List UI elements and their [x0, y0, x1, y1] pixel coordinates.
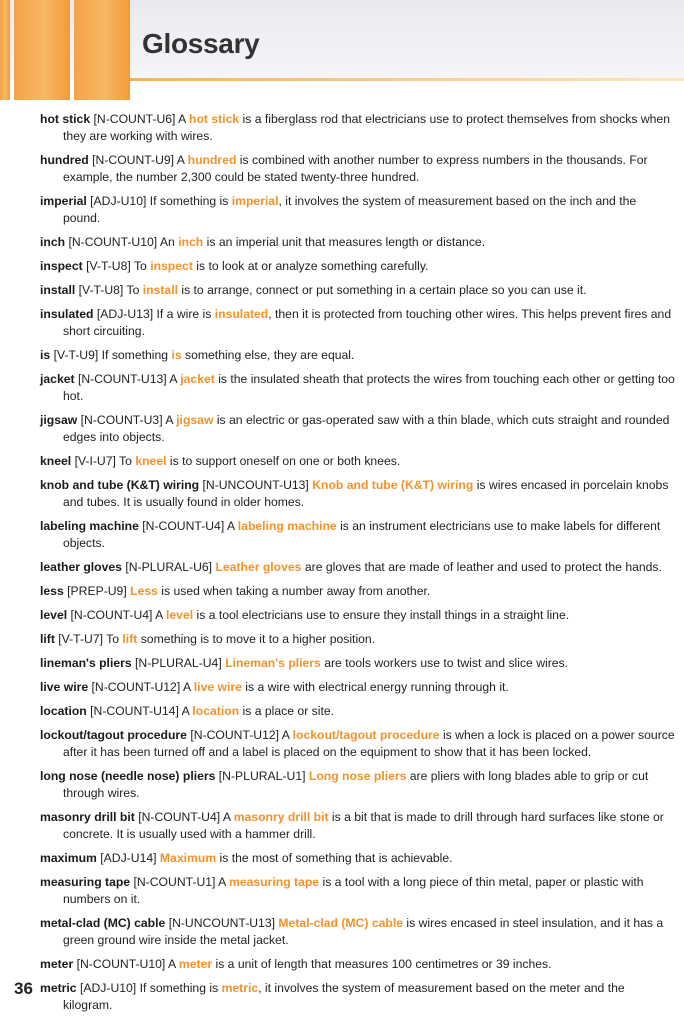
highlighted-term: inspect: [150, 259, 193, 273]
glossary-entry: [40, 193, 676, 227]
definition-prefix: An: [159, 235, 175, 249]
page-number: 36: [14, 979, 33, 998]
definition-text: is wires encased in steel insulation, and it has a green ground wire inside the metal jacket.: [63, 916, 664, 947]
glossary-entry: [40, 607, 676, 624]
part-of-speech: [N-COUNT-U1]: [133, 875, 216, 889]
highlighted-term: Leather gloves: [215, 560, 302, 574]
highlighted-term: labeling machine: [237, 519, 337, 533]
definition-prefix: If something: [101, 348, 169, 362]
definition-text: is a place or site.: [242, 704, 334, 718]
highlighted-term: live wire: [193, 680, 242, 694]
part-of-speech: [N-COUNT-U12]: [190, 728, 280, 742]
part-of-speech: [N-PLURAL-U1]: [218, 769, 306, 783]
glossary-entry: [40, 412, 676, 446]
header-tab-decoration: [14, 0, 70, 100]
definition-text: , then it is protected from touching other wires. This helps prevent fires and short circuiting.: [63, 307, 672, 338]
glossary-term: jigsaw: [40, 413, 78, 427]
definition-text: , it involves the system of measurement based on the meter and the kilogram.: [63, 981, 625, 1012]
glossary-term: lineman's pliers: [40, 656, 132, 670]
header-tab-decoration: [74, 0, 130, 100]
part-of-speech: [N-COUNT-U4]: [142, 519, 225, 533]
glossary-list: [40, 111, 676, 1021]
highlighted-term: jigsaw: [176, 413, 214, 427]
definition-text: is to look at or analyze something carefully.: [196, 259, 429, 273]
glossary-term: inch: [40, 235, 66, 249]
glossary-term: imperial: [40, 194, 87, 208]
definition-prefix: A: [165, 413, 173, 427]
part-of-speech: [N-PLURAL-U4]: [135, 656, 222, 670]
highlighted-term: imperial: [231, 194, 279, 208]
glossary-term: insulated: [40, 307, 94, 321]
highlighted-term: lift: [122, 632, 138, 646]
glossary-entry: [40, 282, 676, 299]
part-of-speech: [N-UNCOUNT-U13]: [202, 478, 309, 492]
definition-prefix: A: [226, 519, 235, 533]
definition-prefix: A: [181, 704, 190, 718]
page-title: Glossary: [142, 28, 260, 59]
definition-text: is combined with another number to express numbers in the thousands. For example, the number 2,300 could be stated twenty-three hundred.: [63, 153, 648, 184]
highlighted-term: Metal-clad (MC) cable: [278, 916, 403, 930]
definition-prefix: A: [222, 810, 231, 824]
definition-text: is to support oneself on one or both knees.: [169, 454, 401, 468]
part-of-speech: [V-T-U8]: [86, 259, 131, 273]
highlighted-term: meter: [178, 957, 213, 971]
glossary-entry: [40, 258, 676, 275]
glossary-term: less: [40, 584, 64, 598]
highlighted-term: lockout/tagout procedure: [292, 728, 440, 742]
glossary-entry: [40, 559, 676, 576]
part-of-speech: [V-I-U7]: [74, 454, 116, 468]
highlighted-term: Lineman's pliers: [225, 656, 321, 670]
definition-text: is wires encased in porcelain knobs and tubes. It is usually found in older homes.: [63, 478, 669, 509]
definition-text: are gloves that are made of leather and used to protect the hands.: [304, 560, 662, 574]
part-of-speech: [ADJ-U13]: [96, 307, 154, 321]
glossary-term: location: [40, 704, 87, 718]
definition-text: is a unit of length that measures 100 centimetres or 39 inches.: [215, 957, 552, 971]
part-of-speech: [N-PLURAL-U6]: [125, 560, 213, 574]
definition-text: , it involves the system of measurement based on the inch and the pound.: [63, 194, 637, 225]
highlighted-term: Long nose pliers: [308, 769, 407, 783]
part-of-speech: [N-COUNT-U14]: [90, 704, 179, 718]
highlighted-term: jacket: [180, 372, 215, 386]
part-of-speech: [V-T-U9]: [53, 348, 99, 362]
definition-prefix: A: [169, 372, 177, 386]
part-of-speech: [ADJ-U14]: [100, 851, 157, 865]
part-of-speech: [N-COUNT-U9]: [92, 153, 175, 167]
part-of-speech: [V-T-U7]: [58, 632, 103, 646]
definition-prefix: A: [218, 875, 226, 889]
glossary-term: meter: [40, 957, 74, 971]
part-of-speech: [V-T-U8]: [78, 283, 124, 297]
definition-text: is a tool electricians use to ensure they install things in a straight line.: [196, 608, 570, 622]
definition-prefix: A: [178, 112, 186, 126]
glossary-term: leather gloves: [40, 560, 122, 574]
definition-text: are pliers with long blades able to grip or cut through wires.: [63, 769, 649, 800]
part-of-speech: [N-COUNT-U10]: [68, 235, 158, 249]
header-underline: [130, 78, 684, 81]
glossary-entry: [40, 152, 676, 186]
glossary-term: long nose (needle nose) pliers: [40, 769, 216, 783]
glossary-term: masonry drill bit: [40, 810, 135, 824]
definition-prefix: A: [281, 728, 290, 742]
glossary-term: hot stick: [40, 112, 91, 126]
glossary-entry: [40, 850, 676, 867]
definition-text: is a bit that is made to drill through hard surfaces like stone or concrete. It is usually used with a hammer drill.: [63, 810, 664, 841]
glossary-term: measuring tape: [40, 875, 131, 889]
definition-text: something is to move it to a higher position.: [140, 632, 376, 646]
highlighted-term: hundred: [187, 153, 237, 167]
glossary-entry: [40, 631, 676, 648]
glossary-term: inspect: [40, 259, 83, 273]
definition-text: something else, they are equal.: [185, 348, 355, 362]
glossary-entry: [40, 518, 676, 552]
definition-text: is a wire with electrical energy running through it.: [245, 680, 509, 694]
glossary-entry: [40, 809, 676, 843]
definition-prefix: To: [119, 454, 132, 468]
highlighted-term: insulated: [214, 307, 269, 321]
glossary-term: jacket: [40, 372, 75, 386]
definition-text: is when a lock is placed on a power source after it has been turned off and a label is placed on the equipment to show that it has been locked.: [63, 728, 675, 759]
part-of-speech: [ADJ-U10]: [90, 194, 147, 208]
glossary-term: lockout/tagout procedure: [40, 728, 187, 742]
glossary-entry: [40, 583, 676, 600]
part-of-speech: [N-COUNT-U6]: [93, 112, 176, 126]
definition-text: is an instrument electricians use to make labels for different objects.: [63, 519, 661, 550]
highlighted-term: Maximum: [159, 851, 217, 865]
glossary-term: maximum: [40, 851, 97, 865]
definition-text: is an electric or gas-operated saw with a thin blade, which cuts straight and rounded edges into objects.: [63, 413, 670, 444]
definition-text: is a fiberglass rod that electricians use to protect themselves from shocks when they are working with wires.: [63, 112, 670, 143]
glossary-term: metric: [40, 981, 77, 995]
definition-prefix: To: [133, 259, 147, 273]
glossary-entry: [40, 768, 676, 802]
glossary-term: install: [40, 283, 76, 297]
definition-text: is to arrange, connect or put something in a certain place so you can use it.: [181, 283, 587, 297]
header-tab-decoration: [0, 0, 10, 100]
glossary-entry: [40, 727, 676, 761]
part-of-speech: [N-COUNT-U3]: [80, 413, 163, 427]
glossary-entry: [40, 980, 676, 1014]
highlighted-term: masonry drill bit: [233, 810, 329, 824]
glossary-term: is: [40, 348, 51, 362]
glossary-entry: [40, 234, 676, 251]
part-of-speech: [N-UNCOUNT-U13]: [168, 916, 275, 930]
part-of-speech: [N-COUNT-U4]: [138, 810, 221, 824]
highlighted-term: hot stick: [189, 112, 240, 126]
glossary-term: kneel: [40, 454, 72, 468]
highlighted-term: inch: [178, 235, 204, 249]
part-of-speech: [PREP-U9]: [67, 584, 127, 598]
glossary-term: hundred: [40, 153, 89, 167]
part-of-speech: [N-COUNT-U4]: [70, 608, 153, 622]
highlighted-term: level: [166, 608, 194, 622]
glossary-entry: [40, 956, 676, 973]
glossary-entry: [40, 703, 676, 720]
part-of-speech: [N-COUNT-U12]: [91, 680, 181, 694]
highlighted-term: Knob and tube (K&T) wiring: [312, 478, 474, 492]
glossary-term: labeling machine: [40, 519, 139, 533]
highlighted-term: Less: [130, 584, 158, 598]
highlighted-term: metric: [221, 981, 259, 995]
definition-prefix: If something is: [139, 981, 219, 995]
definition-prefix: A: [155, 608, 163, 622]
glossary-entry: [40, 655, 676, 672]
definition-text: is used when taking a number away from another.: [161, 584, 431, 598]
part-of-speech: [N-COUNT-U10]: [76, 957, 166, 971]
glossary-term: lift: [40, 632, 55, 646]
glossary-entry: [40, 453, 676, 470]
glossary-entry: [40, 347, 676, 364]
definition-text: is a tool with a long piece of thin metal, paper or plastic with numbers on it.: [63, 875, 644, 906]
glossary-term: level: [40, 608, 68, 622]
definition-prefix: A: [168, 957, 176, 971]
definition-prefix: To: [126, 283, 140, 297]
glossary-entry: [40, 306, 676, 340]
glossary-term: live wire: [40, 680, 89, 694]
highlighted-term: kneel: [135, 454, 167, 468]
glossary-entry: [40, 679, 676, 696]
glossary-entry: [40, 111, 676, 145]
highlighted-term: is: [171, 348, 182, 362]
highlighted-term: install: [142, 283, 178, 297]
definition-prefix: If something is: [149, 194, 229, 208]
definition-prefix: To: [106, 632, 120, 646]
definition-text: is the insulated sheath that protects the wires from touching each other or getting too hot.: [63, 372, 675, 403]
definition-prefix: If a wire is: [156, 307, 212, 321]
highlighted-term: measuring tape: [229, 875, 320, 889]
glossary-entry: [40, 874, 676, 908]
glossary-entry: [40, 915, 676, 949]
part-of-speech: [ADJ-U10]: [79, 981, 137, 995]
glossary-entry: [40, 477, 676, 511]
glossary-entry: [40, 371, 676, 405]
definition-prefix: A: [182, 680, 191, 694]
highlighted-term: location: [192, 704, 240, 718]
definition-text: is the most of something that is achievable.: [219, 851, 453, 865]
definition-text: is an imperial unit that measures length or distance.: [206, 235, 486, 249]
definition-text: are tools workers use to twist and slice wires.: [324, 656, 569, 670]
glossary-term: metal-clad (MC) cable: [40, 916, 166, 930]
part-of-speech: [N-COUNT-U13]: [77, 372, 167, 386]
definition-prefix: A: [176, 153, 185, 167]
glossary-term: knob and tube (K&T) wiring: [40, 478, 200, 492]
